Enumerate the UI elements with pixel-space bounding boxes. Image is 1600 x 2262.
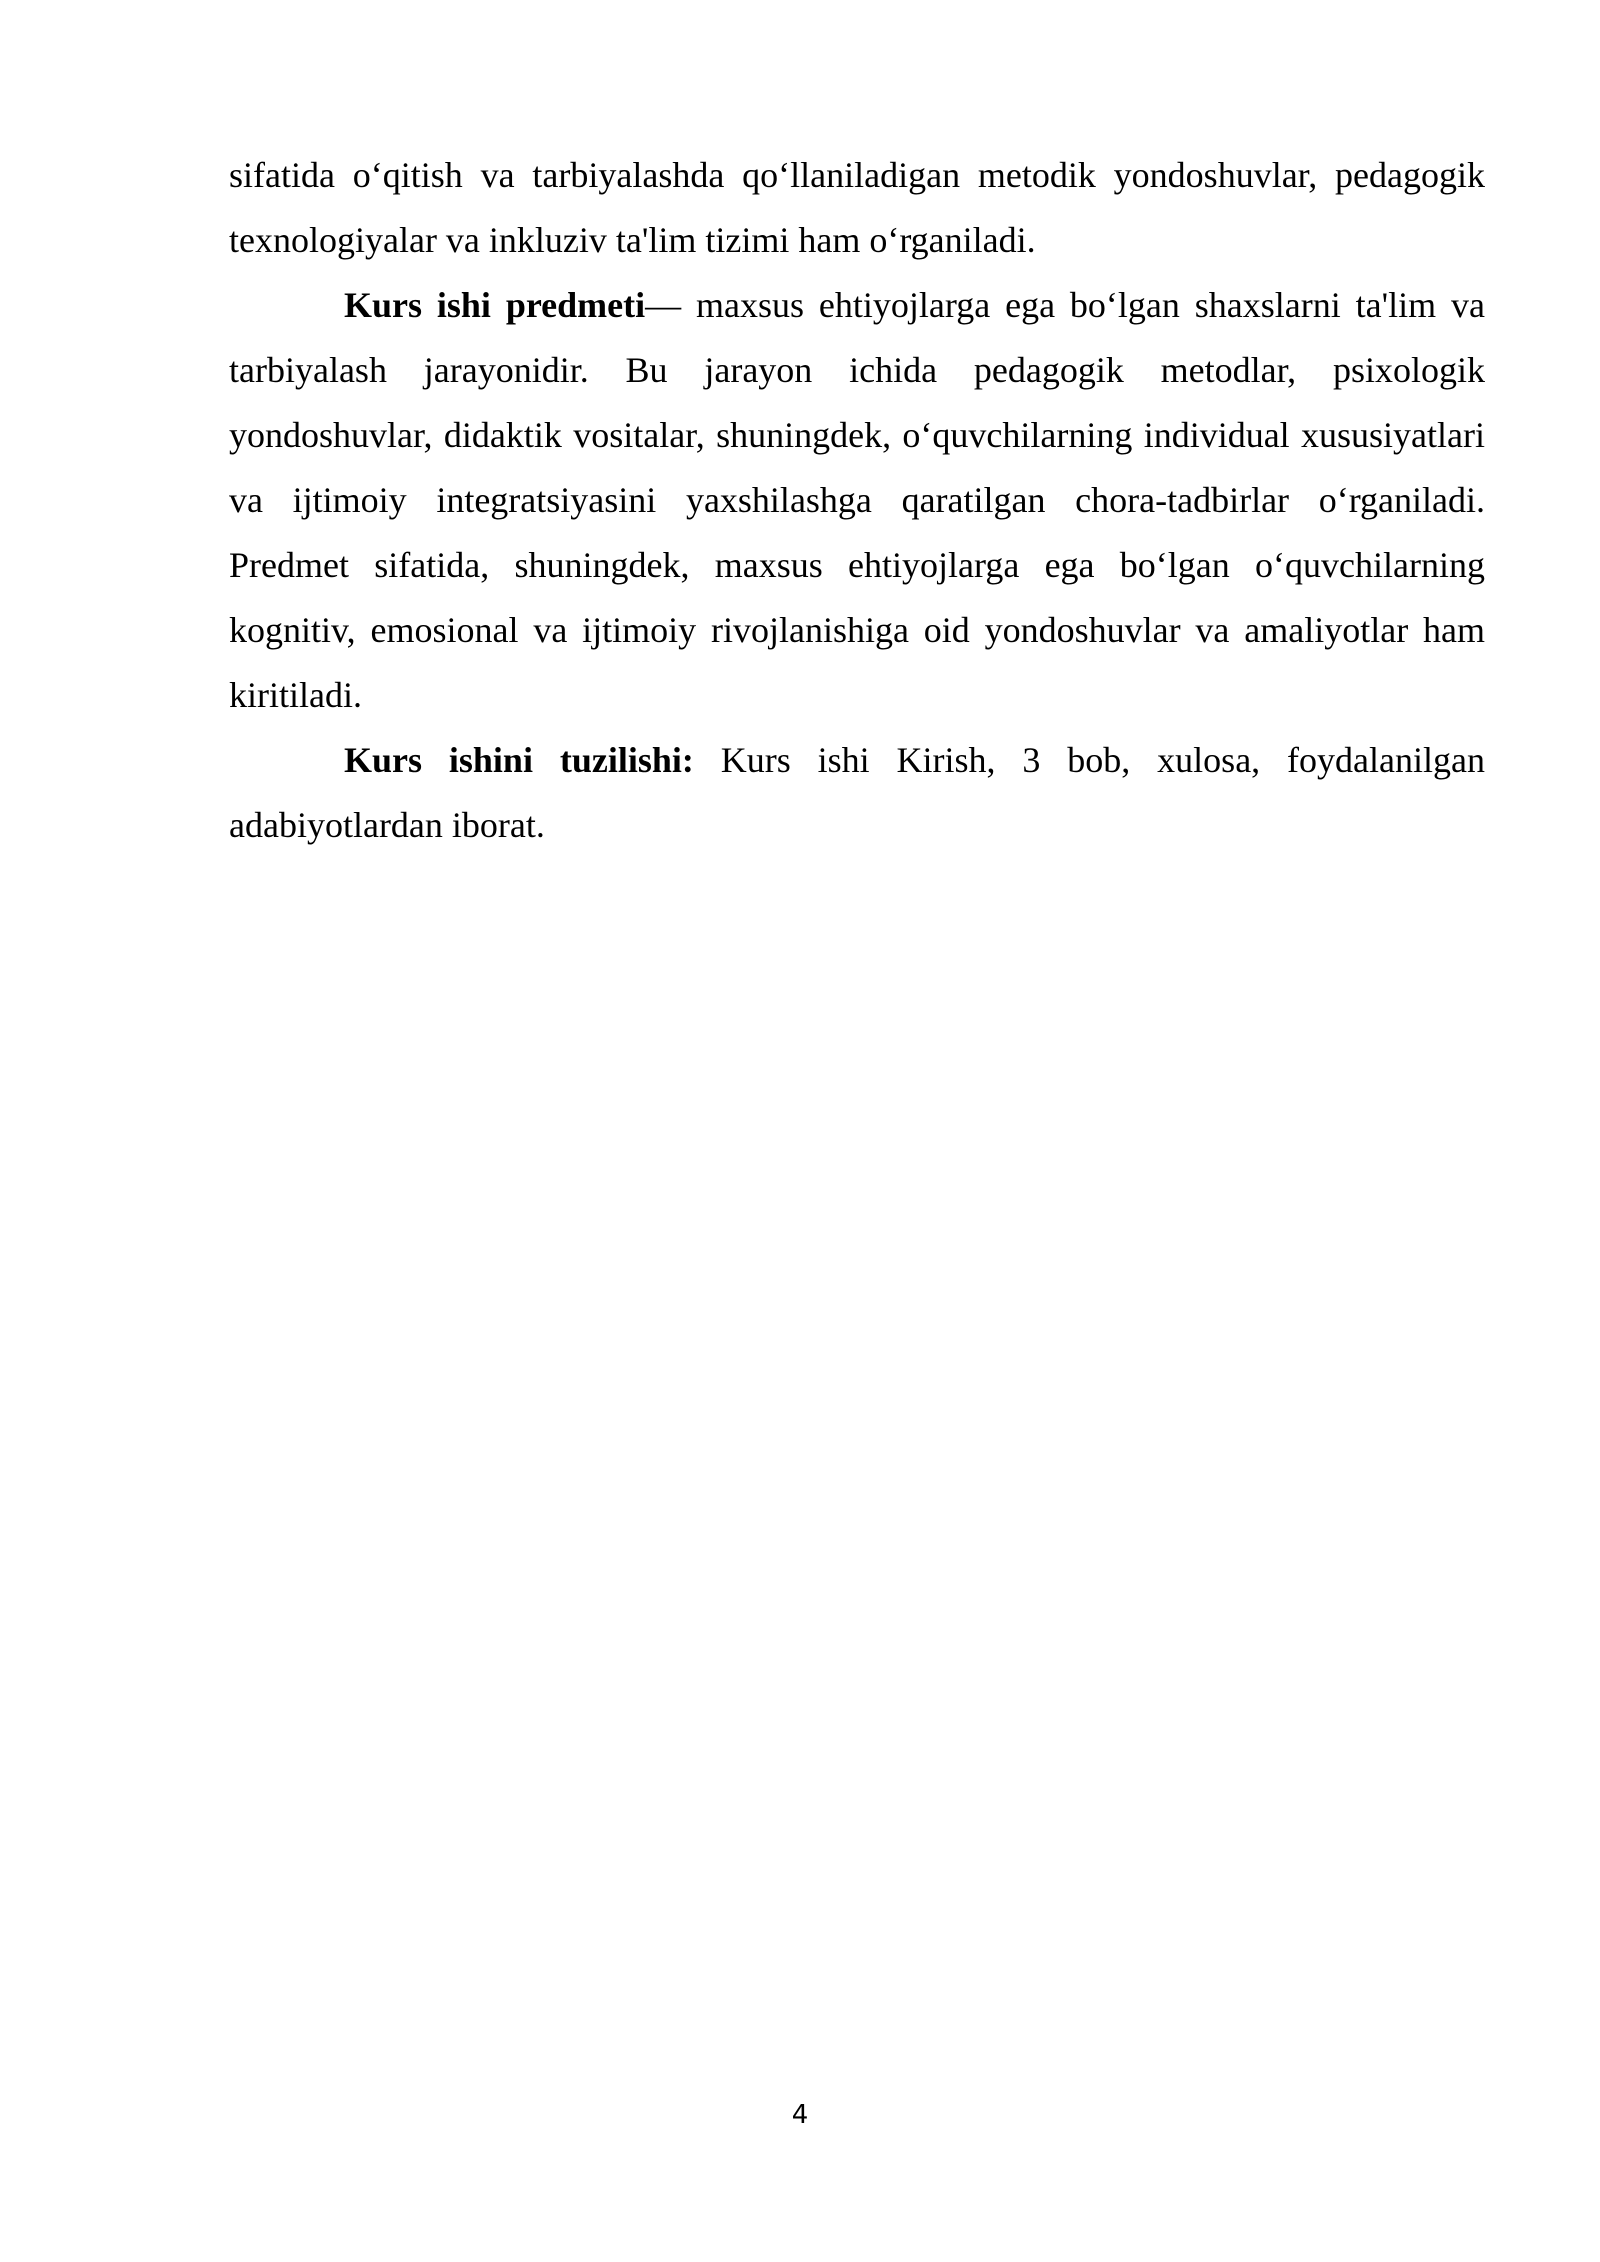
paragraph-continuation — [229, 143, 1485, 273]
paragraph-structure — [229, 728, 1485, 858]
paragraph-subject — [229, 273, 1485, 728]
paragraph-text: sifatida o‘qitish va tarbiyalashda qo‘llaniladigan metodik yondoshuvlar, pedagogik texnologiyalar va inkluziv ta'lim tizimi ham o‘rganiladi. — [229, 155, 1485, 260]
page-number: 4 — [791, 2100, 809, 2130]
paragraph-text: — maxsus ehtiyojlarga ega bo‘lgan shaxslarni ta'lim va tarbiyalash jarayonidir. Bu jarayon ichida pedagogik metodlar, psixologik yondoshuvlar, didaktik vositalar, shuningdek, o‘quvchilarning individual xususiyatlari va ijtimoiy integratsiyasini yaxshilashga qaratilgan chora-tadbirlar o‘rganiladi. Predmet sifatida, shuningdek, maxsus ehtiyojlarga ega bo‘lgan o‘quvchilarning kognitiv, emosional va ijtimoiy rivojlanishiga oid yondoshuvlar va amaliyotlar ham kiritiladi. — [229, 285, 1485, 715]
paragraph-text: Kurs ishi Kirish, 3 bob, xulosa, foydalanilgan adabiyotlardan iborat. — [229, 740, 1485, 845]
body-text — [229, 143, 1485, 858]
paragraph-lead: Kurs ishini tuzilishi: — [344, 740, 694, 780]
paragraph-lead: Kurs ishi predmeti — [344, 285, 646, 325]
